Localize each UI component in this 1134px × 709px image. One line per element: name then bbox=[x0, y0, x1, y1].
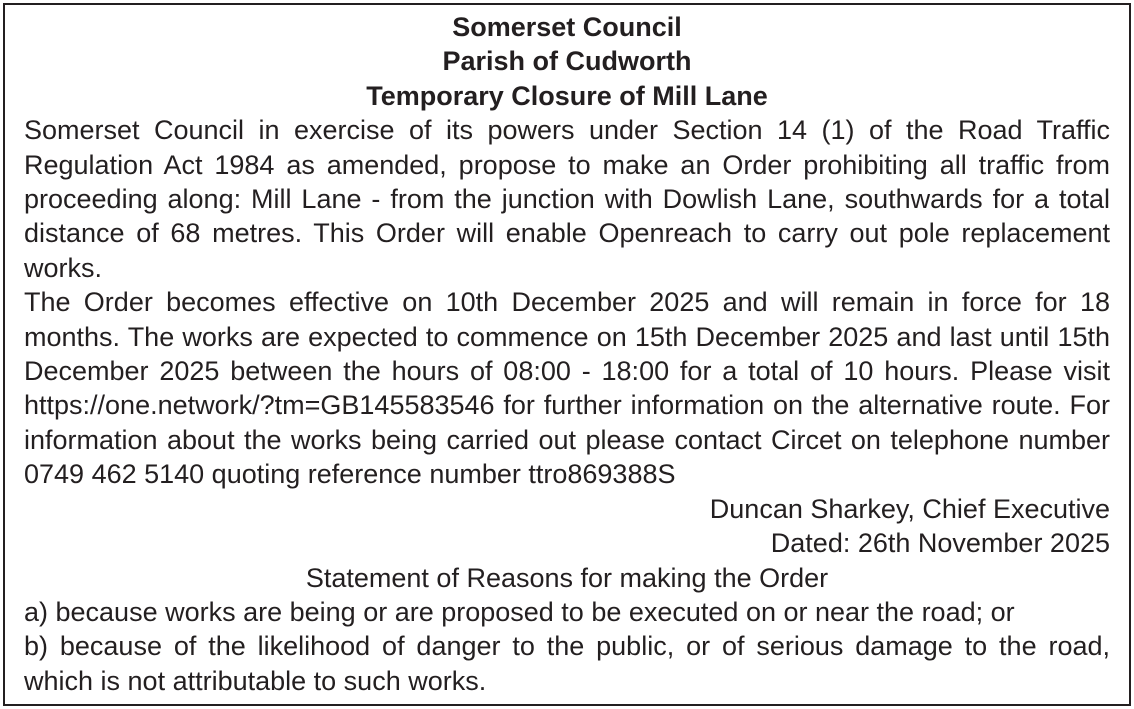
parish-name: Parish of Cudworth bbox=[442, 46, 692, 77]
reason-a: a) because works are being or are proposed to be executed on or near the road; or bbox=[24, 596, 1015, 627]
signatory: Duncan Sharkey, Chief Executive bbox=[709, 493, 1110, 524]
council-name: Somerset Council bbox=[452, 12, 682, 42]
details-paragraph: The Order becomes effective on 10th December 2025 and will remain in force for 18 months. The works are expected to commence on 15th December 2025 and last until 15th December 2025 between the hours of 08:00 - 18:00 for a total of 10 hours. Please visit https://one.network/?tm=GB145583546 for further information on the alternative route. For information about the works being carried out please contact Circet on telephone number 0749 462 5140 quoting reference number ttro869388S bbox=[24, 287, 1110, 490]
order-paragraph: Somerset Council in exercise of its powers under Section 14 (1) of the Road Traffic Regulation Act 1984 as amended, propose to make an Order prohibiting all traffic from proceeding along: Mill Lane - from the junction with Dowlish Lane, southwards for a total distance of 68 metres. This Order will enable Openreach to carry out pole replacement works. bbox=[24, 115, 1110, 283]
reasons-heading: Statement of Reasons for making the Order bbox=[305, 562, 829, 593]
notice-title: Temporary Closure of Mill Lane bbox=[366, 80, 768, 111]
date-line: Dated: 26th November 2025 bbox=[770, 528, 1110, 559]
reason-b: b) because of the likelihood of danger to the public, or of serious damage to the road, which is not attributable to such works. bbox=[24, 631, 1110, 696]
public-notice bbox=[3, 3, 1131, 706]
